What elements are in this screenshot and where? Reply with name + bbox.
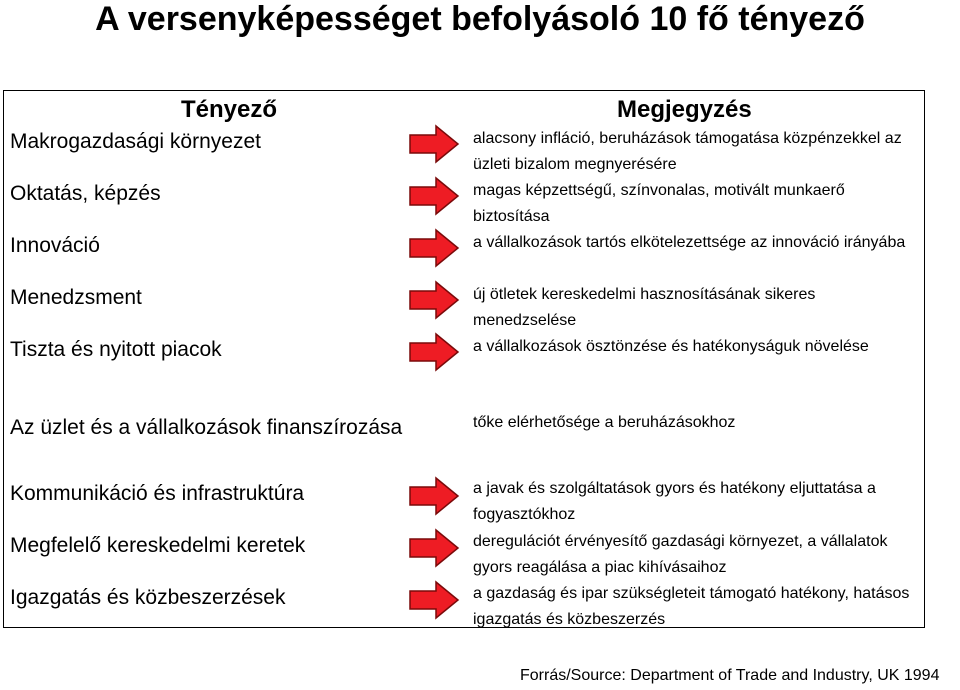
page-title: A versenyképességet befolyásoló 10 fő tényező [95, 0, 865, 38]
right-arrow-icon [408, 476, 460, 516]
factor-trade-framework: Megfelelő kereskedelmi keretek [10, 534, 306, 557]
factor-business-financing: Az üzlet és a vállalkozások finanszírozása [10, 416, 403, 439]
right-arrow-icon [408, 528, 460, 568]
note-business-financing: tőke elérhetősége a beruházásokhoz [473, 414, 736, 431]
right-arrow-icon [408, 176, 460, 216]
note-communication-infrastructure: a javak és szolgáltatások gyors és hatékony eljuttatása a fogyasztókhoz [473, 480, 876, 523]
note-trade-framework: deregulációt érvényesítő gazdasági környezet, a vállalatok gyors reagálása a piac kihívásaihoz [473, 533, 888, 576]
source-citation: Forrás/Source: Department of Trade and Industry, UK 1994 [520, 667, 940, 684]
factor-clean-open-markets: Tiszta és nyitott piacok [10, 338, 222, 361]
factor-column-header: Tényező [181, 96, 278, 123]
right-arrow-icon [408, 280, 460, 320]
note-column-header: Megjegyzés [617, 96, 752, 123]
note-innovation: a vállalkozások tartós elkötelezettsége az innováció irányába [473, 234, 906, 251]
right-arrow-icon [408, 124, 460, 164]
factor-governance-procurement: Igazgatás és közbeszerzések [10, 586, 286, 609]
right-arrow-icon [408, 228, 460, 268]
note-education-training: magas képzettségű, színvonalas, motivált munkaerő biztosítása [473, 182, 845, 225]
note-clean-open-markets: a vállalkozások ösztönzése és hatékonyságuk növelése [473, 338, 869, 355]
factor-macroeconomic-environment: Makrogazdasági környezet [10, 130, 261, 153]
factor-innovation: Innováció [10, 234, 100, 257]
factor-management: Menedzsment [10, 286, 142, 309]
factor-communication-infrastructure: Kommunikáció és infrastruktúra [10, 482, 305, 505]
right-arrow-icon [408, 580, 460, 620]
note-management: új ötletek kereskedelmi hasznosításának sikeres menedzselése [473, 286, 816, 329]
right-arrow-icon [408, 332, 460, 372]
factor-education-training: Oktatás, képzés [10, 182, 161, 205]
note-macroeconomic-environment: alacsony infláció, beruházások támogatása közpénzekkel az üzleti bizalom megnyerésére [473, 130, 902, 173]
note-governance-procurement: a gazdaság és ipar szükségleteit támogató hatékony, hatásos igazgatás és közbeszerzés [473, 585, 910, 628]
